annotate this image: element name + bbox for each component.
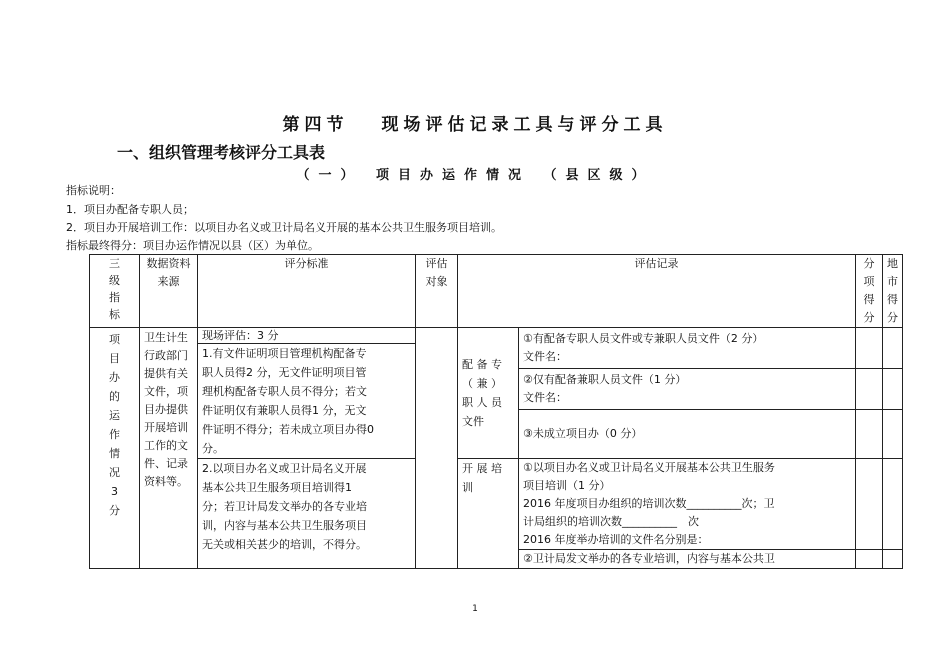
note-line: 指标说明： (66, 184, 121, 197)
city-score-cell (883, 369, 903, 410)
table-row (90, 328, 903, 344)
record-staff-2: ②仅有配备兼职人员文件（1 分） 文件名： (519, 369, 856, 410)
group-staff-label: 配 备 专 （ 兼 ） 职 人 员 文件 (458, 328, 519, 459)
group-training-label: 开 展 培 训 (458, 459, 519, 569)
scoring-table (89, 254, 903, 569)
city-score-cell (883, 410, 903, 459)
header-item-score: 分 项 得 分 (856, 255, 883, 328)
target-cell (416, 328, 458, 569)
note-line: 2．项目办开展培训工作：以项目办名义或卫计局名义开展的基本公共卫生服务项目培训。 (66, 221, 502, 234)
heading-1: 一、组织管理考核评分工具表 (117, 143, 326, 162)
city-score-cell (883, 328, 903, 369)
standard-2-cell: 2.以项目办名义或卫计局名义开展 基本公共卫生服务项目培训得1 分；若卫计局发文举办的各专业培 训，内容与基本公共卫生服务项目 无关或相关甚少的培训，不得分。 (198, 459, 416, 569)
record-training-2: ②卫计局发文举办的各专业培训，内容与基本公共卫 (519, 550, 856, 569)
city-score-cell (883, 550, 903, 569)
method-cell: 现场评估：3 分 (198, 328, 416, 344)
record-staff-1: ①有配备专职人员文件或专兼职人员文件（2 分） 文件名： (519, 328, 856, 369)
header-target: 评估 对象 (416, 255, 458, 328)
item-score-cell (856, 459, 883, 550)
heading-2: （一） 项目办运作情况 （县区级） (296, 168, 654, 183)
header-level3: 三 级 指 标 (90, 255, 140, 328)
standard-1-cell: 1.有文件证明项目管理机构配备专 职人员得2 分，无文件证明项目管 理机构配备专职人员不得分；若文 件证明仅有兼职人员得1 分，无文 件证明不得分；若未成立项目办得0 分。 (198, 344, 416, 459)
record-staff-3: ③未成立项目办（0 分） (519, 410, 856, 459)
item-score-cell (856, 550, 883, 569)
header-city-score: 地市 得分 (883, 255, 903, 328)
section-title: 第四节 现场评估记录工具与评分工具 (282, 115, 668, 135)
item-score-cell (856, 328, 883, 369)
header-standard: 评分标准 (198, 255, 416, 328)
note-line: 1．项目办配备专职人员； (66, 203, 194, 216)
header-source: 数据资料 来源 (140, 255, 198, 328)
header-row (90, 255, 903, 328)
page-number: 1 (472, 604, 478, 614)
item-score-cell (856, 369, 883, 410)
source-cell: 卫生计生 行政部门 提供有关 文件，项 目办提供 开展培训 工作的文 件、记录 资料等。 (140, 328, 198, 569)
city-score-cell (883, 459, 903, 550)
record-training-1: ①以项目办名义或卫计局名义开展基本公共卫生服务 项目培训（1 分） 2016 年度项目办组织的培训次数__________次；卫 计局组织的培训次数__________ 次 2016 年度举办培训的文件名分别是： (519, 459, 856, 550)
item-score-cell (856, 410, 883, 459)
note-line: 指标最终得分：项目办运作情况以县（区）为单位。 (66, 239, 319, 252)
table-row (90, 459, 903, 550)
header-record: 评估记录 (458, 255, 856, 328)
indicator-cell: 项 目 办 的 运 作 情 况 3 分 (90, 328, 140, 569)
